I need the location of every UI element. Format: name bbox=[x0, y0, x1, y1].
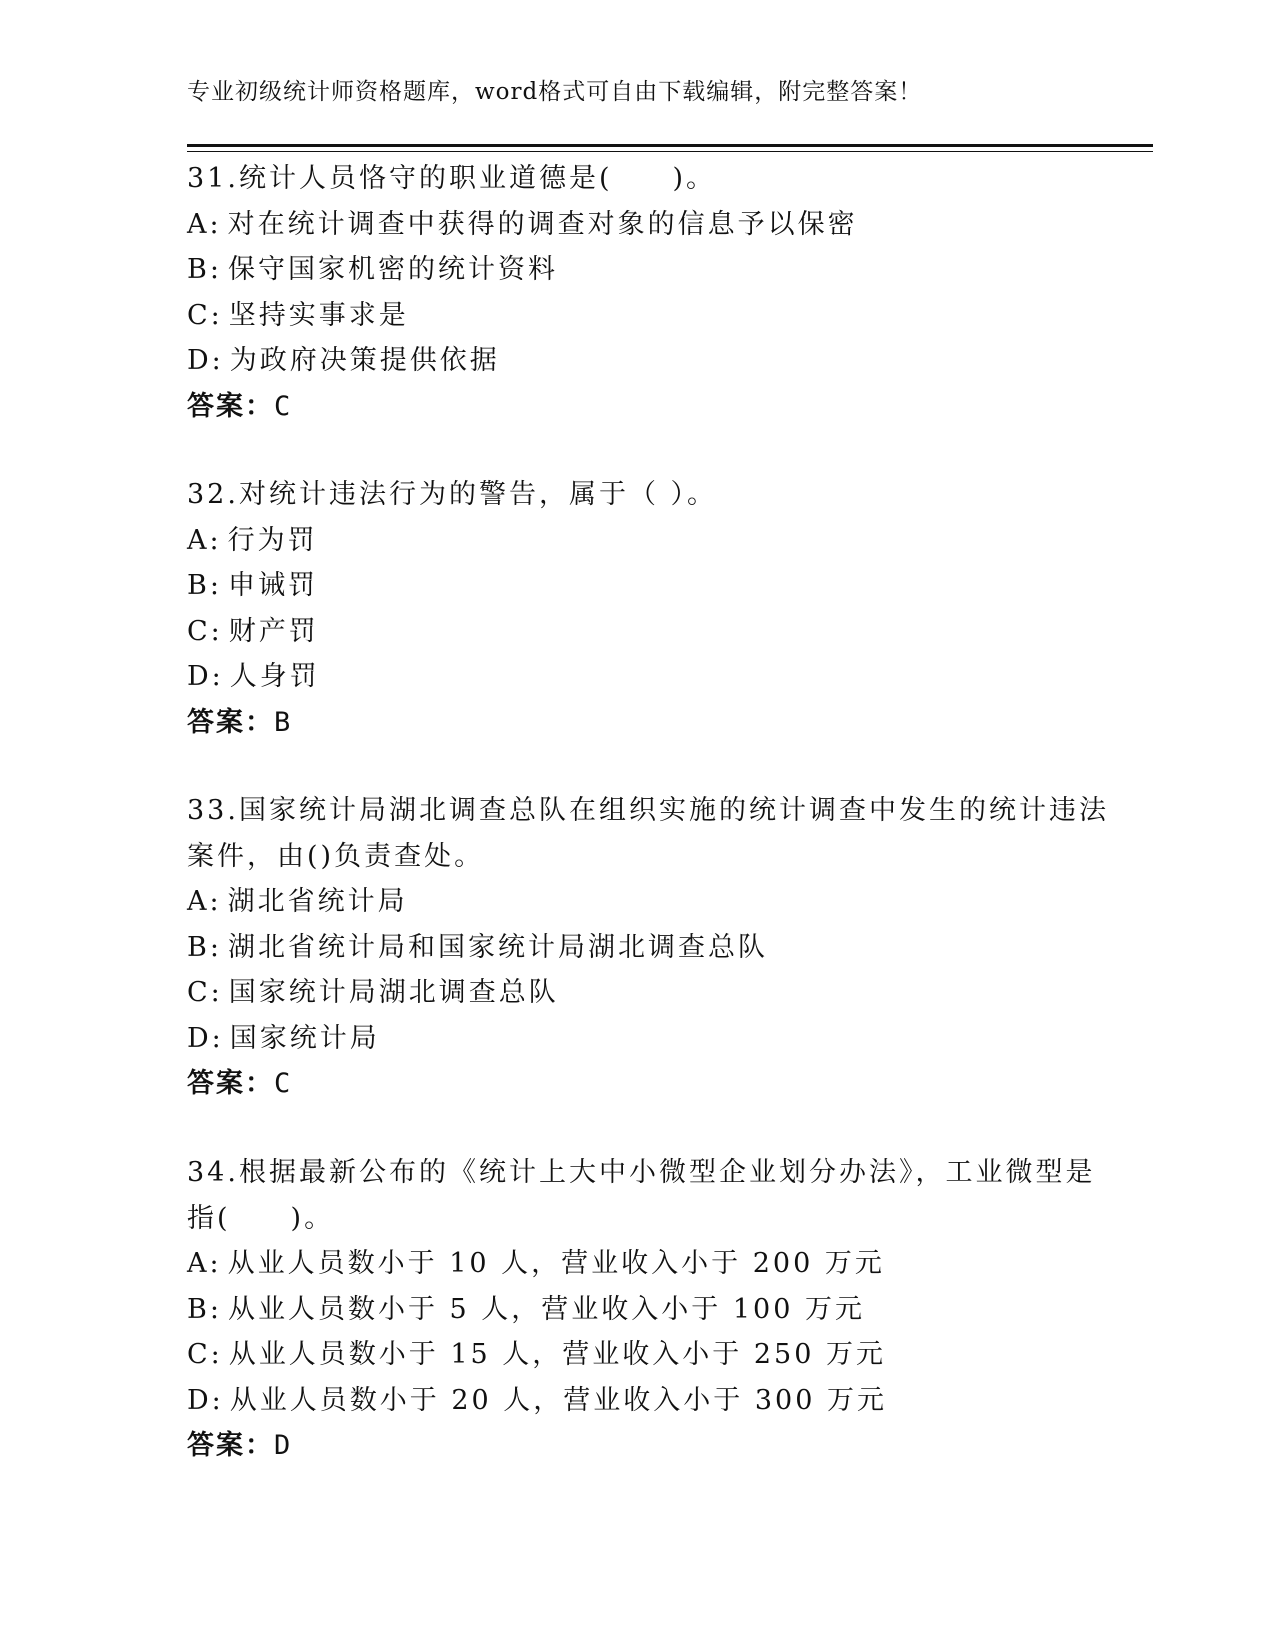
answer-line bbox=[187, 384, 1087, 430]
option-d bbox=[187, 338, 1087, 384]
option-d bbox=[187, 1378, 1087, 1424]
option-d bbox=[187, 1016, 1087, 1062]
answer-label: 答案： bbox=[187, 390, 274, 422]
option-letter: D: bbox=[187, 1022, 224, 1054]
answer-value: B bbox=[274, 706, 293, 738]
option-d bbox=[187, 654, 1087, 700]
answer-line bbox=[187, 1423, 1087, 1469]
question-stem: 34.根据最新公布的《统计上大中小微型企业划分办法》，工业微型是 bbox=[187, 1157, 1096, 1188]
option-letter: C: bbox=[187, 977, 223, 1008]
option-text: 国家统计局湖北调查总队 bbox=[228, 977, 559, 1008]
option-b bbox=[187, 925, 1087, 971]
option-c bbox=[187, 609, 1087, 655]
question-33 bbox=[187, 788, 1109, 1107]
question-31 bbox=[187, 156, 1087, 429]
option-b bbox=[187, 563, 1087, 609]
answer-line bbox=[187, 700, 1087, 746]
option-letter: A: bbox=[187, 524, 222, 556]
option-c bbox=[187, 1332, 1087, 1378]
question-34 bbox=[187, 1150, 1096, 1469]
header-rule-thick bbox=[187, 144, 1153, 147]
option-text: 坚持实事求是 bbox=[228, 299, 409, 331]
page-header-text: 专业初级统计师资格题库，word格式可自由下载编辑，附完整答案！ bbox=[187, 79, 923, 105]
question-stem: 32.对统计违法行为的警告，属于（ ）。 bbox=[187, 479, 718, 510]
option-text: 从业人员数小于 10 人，营业收入小于 200 万元 bbox=[227, 1248, 885, 1279]
option-text: 财产罚 bbox=[228, 615, 319, 647]
option-a bbox=[187, 202, 1087, 248]
option-letter: B: bbox=[187, 1293, 222, 1325]
option-text: 人身罚 bbox=[229, 661, 320, 692]
option-text: 对在统计调查中获得的调查对象的信息予以保密 bbox=[227, 208, 858, 240]
question-32 bbox=[187, 472, 1087, 745]
option-text: 保守国家机密的统计资料 bbox=[227, 254, 558, 285]
option-text: 从业人员数小于 5 人，营业收入小于 100 万元 bbox=[227, 1293, 865, 1325]
option-text: 湖北省统计局和国家统计局湖北调查总队 bbox=[227, 931, 768, 963]
question-stem: 31.统计人员恪守的职业道德是( )。 bbox=[187, 163, 717, 194]
option-text: 湖北省统计局 bbox=[227, 886, 408, 917]
answer-value: C bbox=[274, 1068, 293, 1099]
question-stem-continued: 指( )。 bbox=[187, 1202, 335, 1234]
option-letter: D: bbox=[187, 345, 224, 376]
answer-label: 答案： bbox=[187, 706, 274, 738]
option-text: 行为罚 bbox=[227, 524, 318, 556]
answer-line bbox=[187, 1061, 1087, 1107]
option-letter: A: bbox=[187, 208, 222, 240]
option-text: 申诫罚 bbox=[227, 570, 318, 601]
option-a bbox=[187, 879, 1087, 925]
header-rule-thin bbox=[187, 151, 1153, 152]
option-letter: B: bbox=[187, 570, 222, 601]
option-a bbox=[187, 518, 1087, 564]
option-letter: B: bbox=[187, 254, 222, 285]
option-b bbox=[187, 247, 1087, 293]
option-c bbox=[187, 970, 1087, 1016]
option-letter: D: bbox=[187, 661, 224, 692]
answer-label: 答案： bbox=[187, 1430, 274, 1461]
option-letter: B: bbox=[187, 931, 222, 963]
answer-value: D bbox=[274, 1430, 293, 1461]
answer-label: 答案： bbox=[187, 1068, 274, 1099]
option-letter: C: bbox=[187, 299, 223, 331]
option-c bbox=[187, 293, 1087, 339]
question-stem-continued: 案件，由()负责查处。 bbox=[187, 840, 485, 872]
option-letter: A: bbox=[187, 886, 222, 917]
option-letter: C: bbox=[187, 1339, 223, 1370]
question-stem: 33.国家统计局湖北调查总队在组织实施的统计调查中发生的统计违法 bbox=[187, 795, 1109, 826]
option-letter: C: bbox=[187, 615, 223, 647]
option-a bbox=[187, 1241, 1087, 1287]
option-text: 从业人员数小于 20 人，营业收入小于 300 万元 bbox=[229, 1384, 887, 1416]
option-text: 国家统计局 bbox=[229, 1022, 380, 1054]
option-text: 为政府决策提供依据 bbox=[229, 345, 500, 376]
option-letter: A: bbox=[187, 1248, 222, 1279]
option-b bbox=[187, 1287, 1087, 1333]
option-text: 从业人员数小于 15 人，营业收入小于 250 万元 bbox=[228, 1339, 886, 1370]
option-letter: D: bbox=[187, 1384, 224, 1416]
answer-value: C bbox=[274, 390, 293, 422]
